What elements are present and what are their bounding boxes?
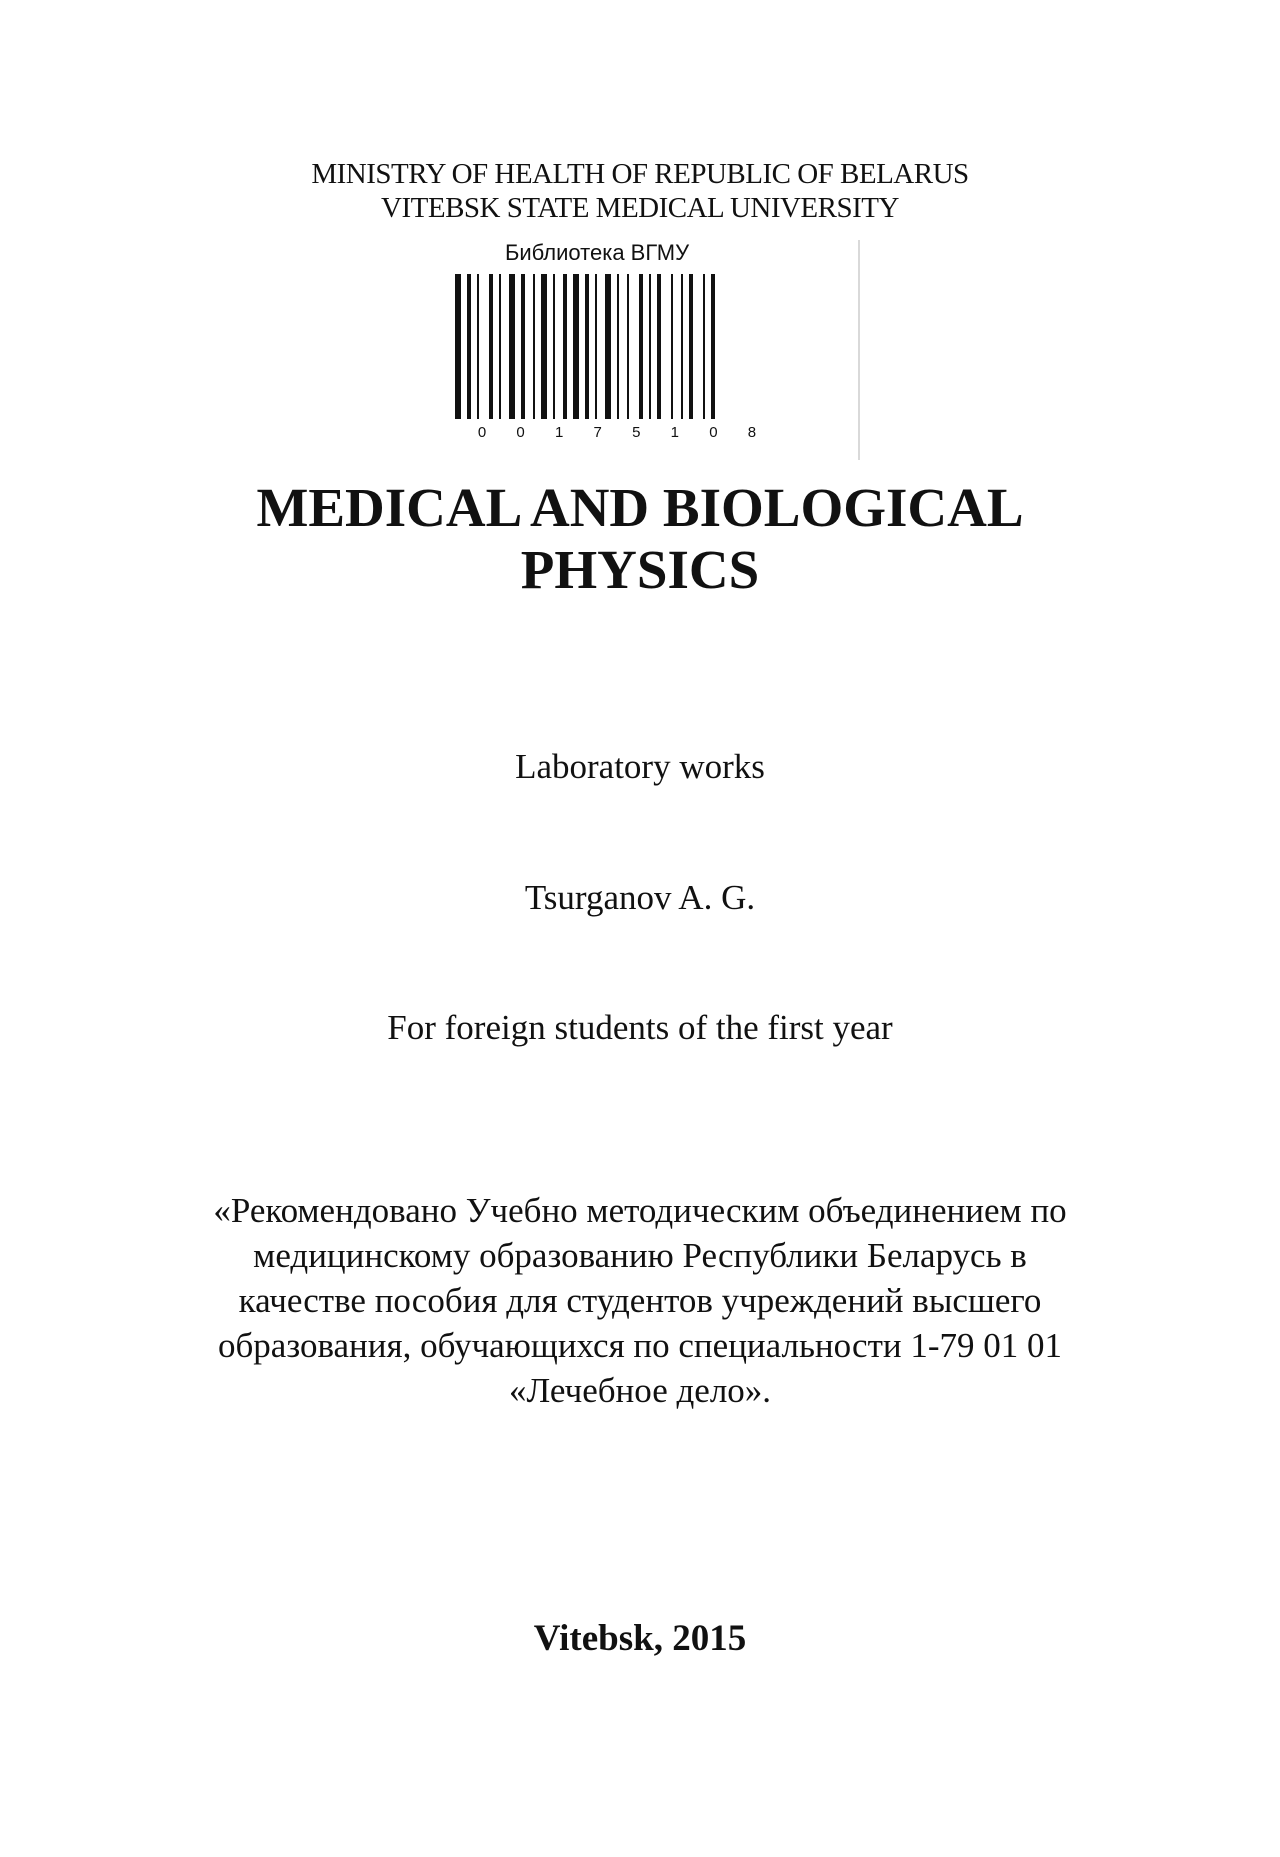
barcode-bar — [681, 274, 683, 419]
barcode-bar — [639, 274, 643, 419]
barcode-bar — [541, 274, 547, 419]
barcode-bar — [585, 274, 589, 419]
barcode-digit: 7 — [593, 424, 602, 441]
barcode-bar — [657, 274, 661, 419]
barcode-bar — [563, 274, 567, 419]
barcode-bar — [627, 274, 629, 419]
barcode-digit: 0 — [709, 424, 718, 441]
barcode-bar — [521, 274, 525, 419]
barcode-bar — [595, 274, 597, 419]
barcode-bar — [533, 274, 535, 419]
barcode-caption: Библиотека ВГМУ — [504, 240, 690, 265]
barcode-digit: 8 — [747, 424, 757, 441]
university-heading: VITEBSK STATE MEDICAL UNIVERSITY — [381, 192, 899, 224]
recommendation-line: «Лечебное дело». — [508, 1371, 772, 1410]
barcode-bar — [509, 274, 515, 419]
ministry-heading: MINISTRY OF HEALTH OF REPUBLIC OF BELARUS — [311, 158, 969, 190]
recommendation-line: образования, обучающихся по специальности 1-79 01 01 — [217, 1326, 1063, 1365]
barcode-digit: 0 — [516, 424, 525, 441]
barcode-bar — [617, 274, 619, 419]
place-and-year: Vitebsk, 2015 — [533, 1618, 747, 1659]
barcode-digit: 1 — [670, 424, 679, 441]
barcode-bar — [553, 274, 555, 419]
barcode-bar — [455, 274, 461, 419]
barcode-bar — [711, 274, 715, 419]
barcode-digit: 1 — [554, 424, 564, 441]
recommendation-line: медицинскому образованию Республики Беларусь в — [253, 1236, 1027, 1275]
barcode-bar — [649, 274, 651, 419]
library-barcode — [447, 240, 827, 450]
recommendation-line: качестве пособия для студентов учреждений высшего — [238, 1281, 1042, 1320]
barcode-bar — [499, 274, 501, 419]
document-subtitle: Laboratory works — [515, 747, 765, 786]
audience-note: For foreign students of the first year — [387, 1008, 893, 1047]
barcode-bar — [489, 274, 493, 419]
barcode-digit: 5 — [632, 424, 641, 441]
barcode-bar — [573, 274, 579, 419]
scan-artifact-line — [858, 240, 860, 460]
barcode-bar — [477, 274, 479, 419]
barcode-number — [472, 424, 762, 442]
barcode-bar — [703, 274, 705, 419]
barcode-bar — [605, 274, 611, 419]
author-name: Tsurganov A. G. — [524, 878, 756, 917]
barcode-bar — [689, 274, 693, 419]
document-title-line-1: MEDICAL AND BIOLOGICAL — [256, 477, 1024, 538]
barcode-digit: 0 — [477, 424, 487, 441]
document-title-line-2: PHYSICS — [520, 539, 760, 600]
barcode-bars — [447, 274, 827, 424]
barcode-bar — [671, 274, 673, 419]
barcode-bar — [467, 274, 471, 419]
recommendation-line: «Рекомендовано Учебно методическим объединением по — [213, 1191, 1067, 1230]
